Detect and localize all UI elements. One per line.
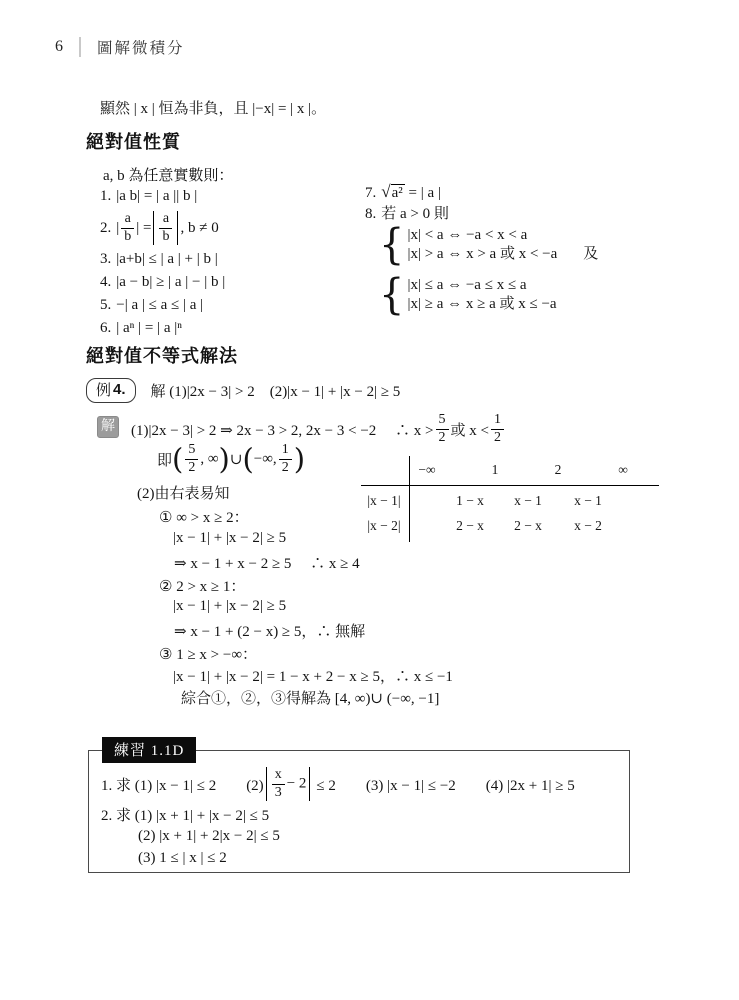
item-number: 5. bbox=[100, 297, 112, 313]
open-paren: ( bbox=[172, 441, 184, 476]
item-number: 1. bbox=[100, 188, 112, 204]
equals: | = bbox=[136, 219, 152, 236]
table-cell: 2 − x bbox=[456, 518, 484, 533]
abs-fraction-a-over-b: $\frac{a}{b}$ bbox=[153, 211, 178, 245]
step-3-line-1: |x − 1| + |x − 2| = 1 − x + 2 − x ≥ 5，∴ x ≤ −1 bbox=[173, 669, 453, 685]
page-number: 6 bbox=[55, 38, 63, 55]
example-badge-number: 4. bbox=[113, 381, 126, 398]
properties-heading: 絕對值性質 bbox=[86, 132, 181, 152]
fraction-1-2: $\frac{1}{2}$ bbox=[491, 413, 504, 445]
solution-line-2: 即 ( $\frac{5}{2}$ , ∞ ) ∪ ( −∞, $\frac{1}{2}$ ) bbox=[157, 441, 306, 476]
step-1-line-1: |x − 1| + |x − 2| ≥ 5 bbox=[173, 530, 287, 546]
open-bar: | bbox=[116, 219, 120, 236]
abs-value-group: $\frac{x}{3}$ − 2 bbox=[266, 767, 311, 801]
table-row-label: |x − 1| bbox=[367, 493, 401, 508]
table-horizontal-rule bbox=[361, 485, 659, 486]
table-cell: x − 2 bbox=[574, 518, 602, 533]
table-boundary: −∞ bbox=[418, 462, 436, 477]
table-boundary: ∞ bbox=[618, 462, 628, 477]
property-item-8 bbox=[365, 202, 598, 223]
solution-badge: 解 bbox=[97, 416, 119, 438]
item-formula: | aⁿ | = | a |ⁿ bbox=[116, 320, 182, 336]
fraction-a-over-b: $\frac{a}{b}$ bbox=[121, 212, 134, 244]
item-formula: |a b| = | a || b | bbox=[116, 188, 198, 204]
case-line: |x| > a ⇔ x > a 或 x < −a bbox=[407, 246, 558, 262]
case-group-strict bbox=[379, 220, 599, 270]
item-formula: −| a | ≤ a ≤ | a | bbox=[116, 297, 204, 313]
item-text: 若 a > 0 則 bbox=[381, 206, 449, 222]
properties-list-right bbox=[365, 182, 599, 320]
exercise-label: 練習 1.1D bbox=[102, 737, 196, 763]
step-2-line-1: |x − 1| + |x − 2| ≥ 5 bbox=[173, 598, 287, 614]
item-formula: = | a | bbox=[408, 185, 441, 201]
conjunction: 及 bbox=[583, 246, 599, 262]
table-vertical-rule bbox=[409, 456, 410, 542]
table-boundary: 1 bbox=[491, 462, 499, 477]
item-formula: |a − b| ≥ | a | − | b | bbox=[116, 274, 226, 290]
close-paren: ) bbox=[293, 441, 306, 476]
exercise-q2-line-3: (3) 1 ≤ | x | ≤ 2 bbox=[138, 850, 227, 866]
brace-icon: { bbox=[379, 220, 405, 270]
exercise-q1: 1. 求 (1) |x − 1| ≤ 2 (2) $\frac{x}{3}$ − 2 ≤ 2 (3) |x − 1| ≤ −2 (4) |2x + 1| ≥ 5 bbox=[101, 766, 575, 800]
fraction-1-2: $\frac{1}{2}$ bbox=[279, 443, 292, 475]
example-problem: 解 (1)|2x − 3| > 2 (2)|x − 1| + |x − 2| ≥ 5 bbox=[150, 384, 401, 400]
table-cell: x − 1 bbox=[574, 493, 602, 508]
book-title: 圖解微積分 bbox=[97, 40, 185, 57]
case-line: |x| ≥ a ⇔ x ≥ a 或 x ≤ −a bbox=[407, 296, 557, 312]
table-row-label: |x − 2| bbox=[367, 518, 401, 533]
case-line: |x| < a ⇔ −a < x < a bbox=[407, 227, 528, 243]
table-cell: 2 − x bbox=[514, 518, 542, 533]
properties-list-left bbox=[100, 185, 225, 340]
union-symbol: ∪ bbox=[229, 451, 243, 468]
radical-icon: √ bbox=[381, 182, 391, 201]
intro-line: 顯然 | x | 恒為非負，且 |−x| = | x |。 bbox=[100, 101, 327, 117]
item-number: 4. bbox=[100, 274, 112, 290]
exercise-q2-line-2: (2) |x + 1| + 2|x − 2| ≤ 5 bbox=[138, 828, 280, 844]
item-number: 8. bbox=[365, 206, 377, 222]
item-number: 2. bbox=[100, 219, 112, 236]
step-1-head: ① ∞ > x ≥ 2： bbox=[159, 510, 249, 526]
item-formula: |a+b| ≤ | a | + | b | bbox=[116, 251, 218, 267]
part2-intro: (2)由右表易知 bbox=[137, 486, 230, 502]
brace-icon: { bbox=[379, 270, 405, 320]
property-item-6 bbox=[100, 317, 225, 340]
exercise-box bbox=[88, 743, 630, 873]
item-number: 6. bbox=[100, 320, 112, 336]
item-number: 3. bbox=[100, 251, 112, 267]
example-badge-label: 例 bbox=[96, 383, 112, 399]
property-item-2 bbox=[100, 208, 225, 248]
table-cell: 1 − x bbox=[456, 493, 484, 508]
header-divider bbox=[79, 37, 81, 57]
property-item-7 bbox=[365, 182, 598, 202]
open-paren: ( bbox=[242, 441, 254, 476]
close-paren: ) bbox=[218, 441, 230, 476]
example-badge bbox=[86, 378, 136, 403]
condition: , b ≠ 0 bbox=[180, 219, 219, 236]
example-row bbox=[86, 378, 400, 403]
fraction-5-2: $\frac{5}{2}$ bbox=[185, 443, 198, 475]
table-boundary: 2 bbox=[554, 462, 562, 477]
solution-line-1: (1)|2x − 3| > 2 ⇒ 2x − 3 > 2, 2x − 3 < −2 ∴ x > $\frac{5}{2}$ 或 x < $\frac{1}{2}$ bbox=[131, 410, 506, 448]
step-2-line-2: ⇒ x − 1 + (2 − x) ≥ 5，∴ 無解 bbox=[174, 624, 366, 640]
step-3-head: ③ 1 ≥ x > −∞： bbox=[159, 647, 258, 663]
fraction-5-2: $\frac{5}{2}$ bbox=[436, 413, 449, 445]
radicand: a² bbox=[391, 185, 403, 201]
sign-table bbox=[358, 452, 660, 542]
fraction-x-3: $\frac{x}{3}$ bbox=[272, 768, 285, 800]
step-1-line-2: ⇒ x − 1 + x − 2 ≥ 5 ∴ x ≥ 4 bbox=[174, 556, 360, 572]
case-group-nonstrict bbox=[379, 270, 598, 320]
conclusion-line: 綜合①，②，③得解為 [4, ∞)∪ (−∞, −1] bbox=[181, 691, 440, 707]
property-item-3 bbox=[100, 248, 225, 271]
table-cell: x − 1 bbox=[514, 493, 542, 508]
property-item-4 bbox=[100, 271, 225, 294]
property-item-5 bbox=[100, 294, 225, 317]
property-item-1 bbox=[100, 185, 225, 208]
exercise-q2-line-1: 2. 求 (1) |x + 1| + |x − 2| ≤ 5 bbox=[101, 808, 270, 824]
step-2-head: ② 2 > x ≥ 1： bbox=[159, 579, 246, 595]
section2-heading: 絕對值不等式解法 bbox=[86, 346, 238, 366]
properties-premise: a, b 為任意實數則： bbox=[103, 168, 234, 184]
item-number: 7. bbox=[365, 185, 377, 201]
case-line: |x| ≤ a ⇔ −a ≤ x ≤ a bbox=[407, 277, 527, 293]
page-header bbox=[55, 36, 185, 58]
